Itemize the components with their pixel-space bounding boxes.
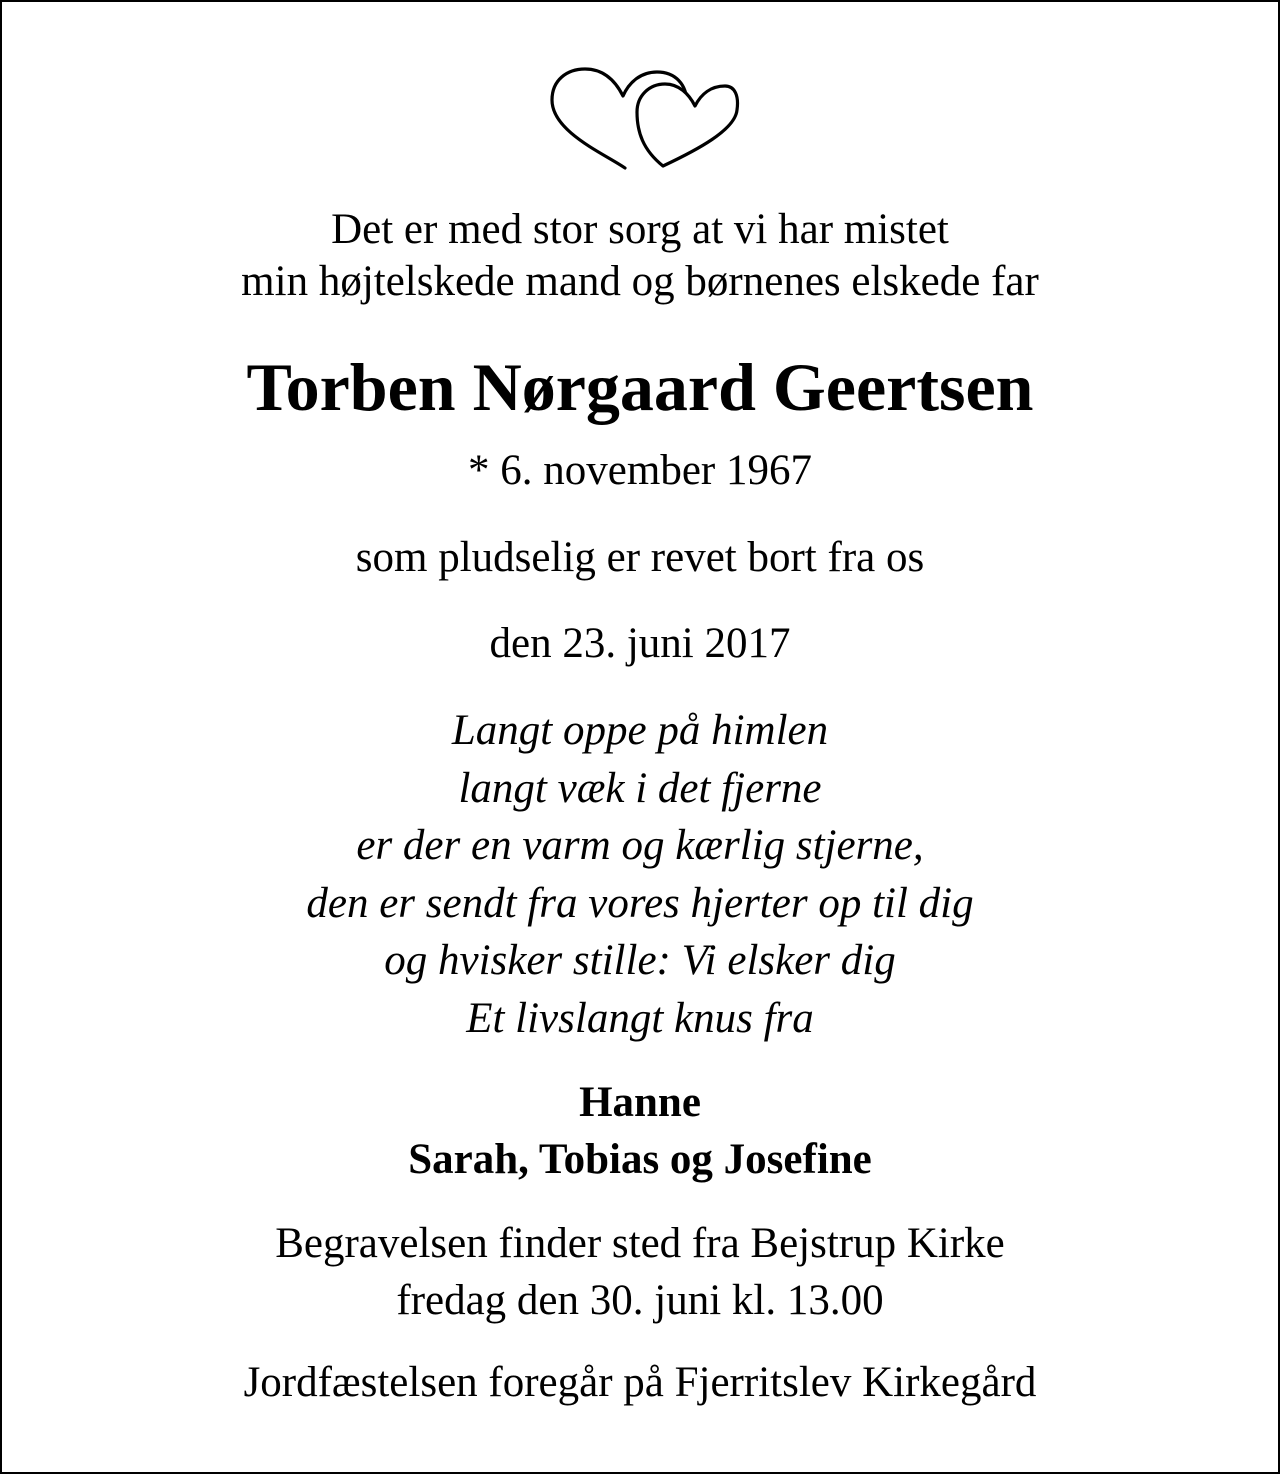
poem-line: den er sendt fra vores hjerter op til dig (306, 879, 974, 927)
death-date: den 23. juni 2017 (489, 620, 791, 667)
signer-line-2: Sarah, Tobias og Josefine (408, 1136, 872, 1183)
intro-text (2, 204, 1278, 308)
signer-line-1: Hanne (579, 1079, 701, 1126)
funeral-line-1: Begravelsen finder sted fra Bejstrup Kirke (275, 1220, 1005, 1267)
burial-info: Jordfæstelsen foregår på Fjerritslev Kirkegård (243, 1359, 1037, 1406)
funeral-info (2, 1215, 1278, 1329)
birth-date: * 6. november 1967 (468, 447, 812, 494)
signers (2, 1074, 1278, 1188)
poem-line: Et livslangt knus fra (466, 994, 814, 1042)
poem (2, 702, 1278, 1047)
poem-line: langt væk i det fjerne (458, 764, 822, 812)
poem-line: Langt oppe på himlen (451, 707, 829, 754)
deceased-name: Torben Nørgaard Geertsen (246, 349, 1034, 425)
double-hearts-icon (547, 64, 742, 172)
poem-line: er der en varm og kærlig stjerne, (356, 822, 924, 869)
intro-line-2: min højtelskede mand og børnenes elskede far (241, 258, 1039, 305)
poem-line: og hvisker stille: Vi elsker dig (384, 937, 896, 984)
intro-line-1: Det er med stor sorg at vi har mistet (331, 206, 949, 253)
funeral-line-2: fredag den 30. juni kl. 13.00 (396, 1277, 884, 1324)
passed-text: som pludselig er revet bort fra os (355, 534, 925, 581)
